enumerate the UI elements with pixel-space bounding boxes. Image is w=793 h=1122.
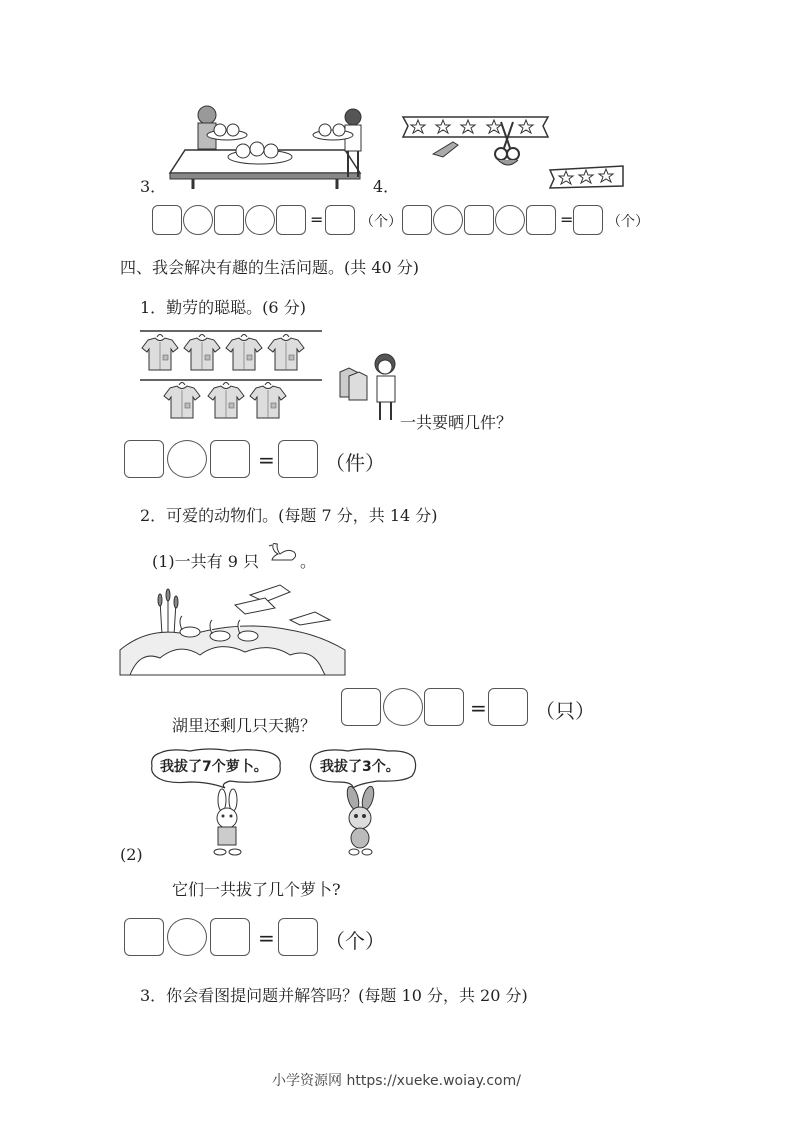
question-1-title: 1．勤劳的聪聪。(6 分) bbox=[140, 298, 306, 317]
answer-box[interactable] bbox=[210, 440, 250, 478]
result-box[interactable] bbox=[573, 205, 603, 235]
operator-circle[interactable] bbox=[183, 205, 213, 235]
unit-label: （个） bbox=[607, 214, 649, 230]
question-2-title: 2．可爱的动物们。(每题 7 分，共 14 分) bbox=[140, 506, 438, 525]
lake-swans-illustration bbox=[120, 580, 345, 675]
answer-box[interactable] bbox=[424, 688, 464, 726]
question-1-prompt: 一共要晒几件？ bbox=[400, 413, 513, 432]
equals-sign: = bbox=[310, 210, 324, 229]
answer-box[interactable] bbox=[276, 205, 306, 235]
table-apples-illustration bbox=[165, 105, 365, 190]
equals-sign: = bbox=[258, 448, 275, 472]
operator-circle[interactable] bbox=[495, 205, 525, 235]
operator-circle[interactable] bbox=[383, 688, 423, 726]
bubble-left-text: 我拔了7个萝卜。 bbox=[160, 759, 268, 775]
bubble-right-text: 我拔了3个。 bbox=[320, 759, 400, 775]
swan-icon bbox=[268, 540, 300, 564]
part2-question: 它们一共拔了几个萝卜? bbox=[172, 880, 341, 899]
unit-label: （件） bbox=[325, 451, 385, 475]
answer-box[interactable] bbox=[210, 918, 250, 956]
equals-sign: = bbox=[258, 926, 275, 950]
unit-label: （个） bbox=[360, 214, 402, 230]
answer-box[interactable] bbox=[214, 205, 244, 235]
problem3-label: 3． bbox=[140, 177, 167, 196]
operator-circle[interactable] bbox=[433, 205, 463, 235]
answer-box[interactable] bbox=[124, 440, 164, 478]
answer-box[interactable] bbox=[341, 688, 381, 726]
operator-circle[interactable] bbox=[167, 918, 207, 956]
star-strip-scissors-illustration bbox=[398, 112, 628, 192]
part1-prefix: (1)一共有 9 只 bbox=[152, 552, 260, 571]
result-box[interactable] bbox=[278, 440, 318, 478]
answer-box[interactable] bbox=[464, 205, 494, 235]
shirts-clothesline-illustration bbox=[140, 326, 325, 426]
answer-box[interactable] bbox=[124, 918, 164, 956]
part2-label: (2) bbox=[120, 845, 143, 864]
section-title: 四、我会解决有趣的生活问题。(共 40 分) bbox=[120, 258, 420, 277]
boy-hanging-shirts-illustration bbox=[335, 352, 405, 422]
answer-box[interactable] bbox=[152, 205, 182, 235]
equals-sign: = bbox=[470, 696, 487, 720]
equals-sign: = bbox=[560, 210, 574, 229]
operator-circle[interactable] bbox=[245, 205, 275, 235]
part1-suffix: 。 bbox=[300, 552, 317, 571]
answer-box[interactable] bbox=[526, 205, 556, 235]
operator-circle[interactable] bbox=[167, 440, 207, 478]
result-box[interactable] bbox=[488, 688, 528, 726]
unit-label: （个） bbox=[325, 929, 385, 953]
answer-box[interactable] bbox=[402, 205, 432, 235]
part1-question: 湖里还剩几只天鹅？ bbox=[172, 716, 317, 735]
unit-label: （只） bbox=[535, 699, 595, 723]
result-box[interactable] bbox=[325, 205, 355, 235]
footer-text: 小学资源网 https://xueke.woiay.com/ bbox=[272, 1073, 521, 1089]
question-3-title: 3．你会看图提问题并解答吗？(每题 10 分，共 20 分) bbox=[140, 986, 528, 1005]
rabbit-icon bbox=[338, 786, 383, 858]
problem4-label: 4． bbox=[373, 177, 400, 196]
rabbit-icon bbox=[205, 790, 250, 858]
result-box[interactable] bbox=[278, 918, 318, 956]
